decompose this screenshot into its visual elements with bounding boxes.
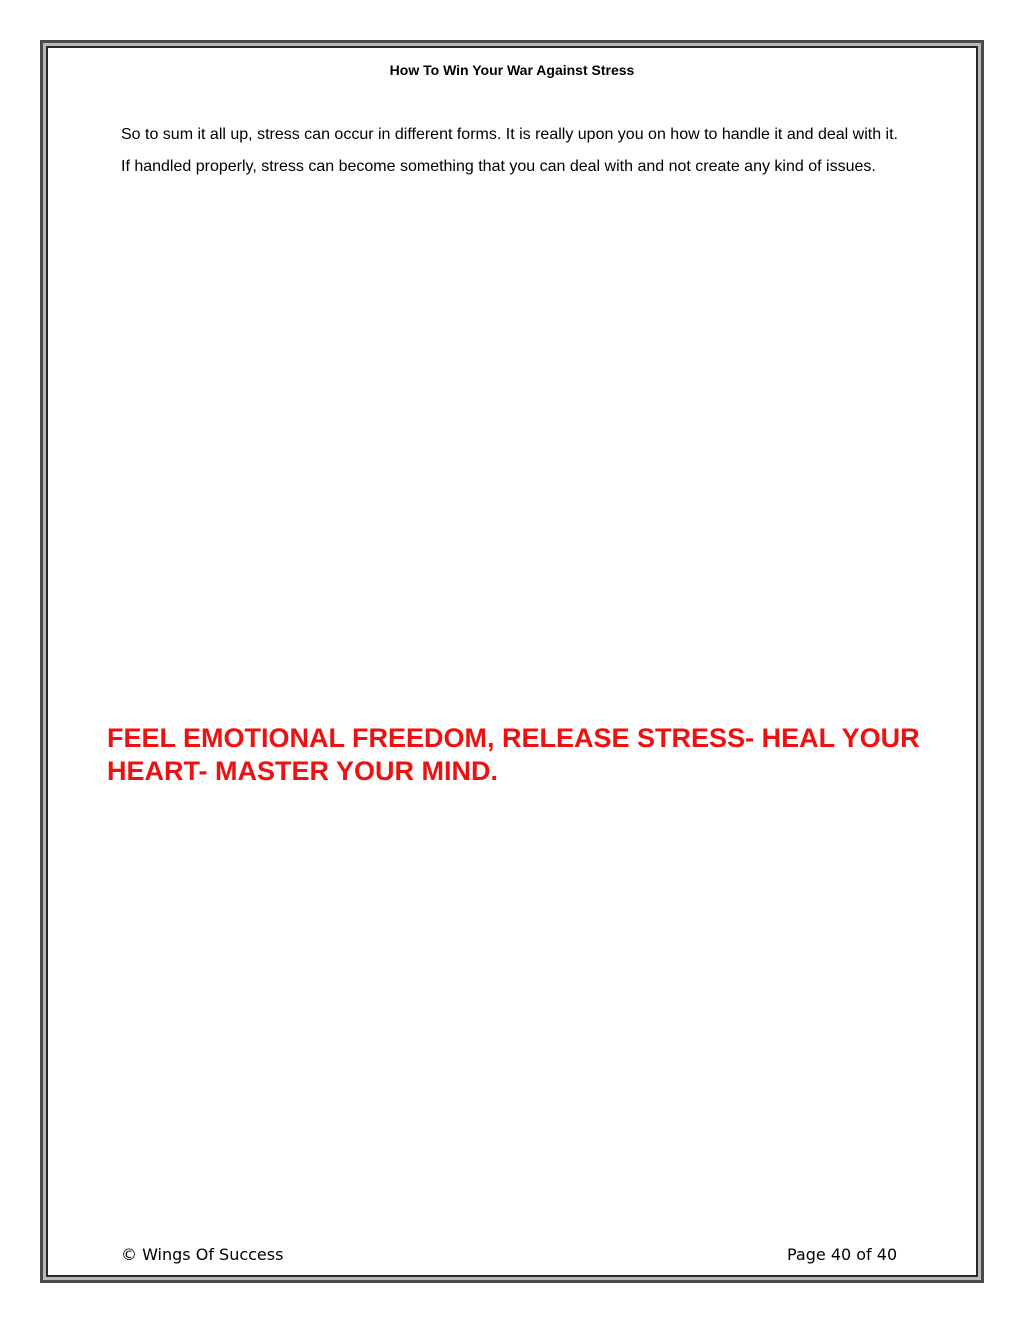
footer-page-number: Page 40 of 40 [787,1245,898,1264]
page-border-frame [40,40,984,1283]
summary-paragraph: So to sum it all up, stress can occur in different forms. It is really upon you on how to handle it and deal with it. If handled properly, stress can become something that you can deal with and not create any kind of issues. [121,126,898,175]
footer-copyright: © Wings Of Success [121,1245,284,1264]
running-header: How To Win Your War Against Stress [389,62,635,78]
promo-heading: FEEL EMOTIONAL FREEDOM, RELEASE STRESS- HEAL YOUR HEART- MASTER YOUR MIND. [107,723,920,786]
